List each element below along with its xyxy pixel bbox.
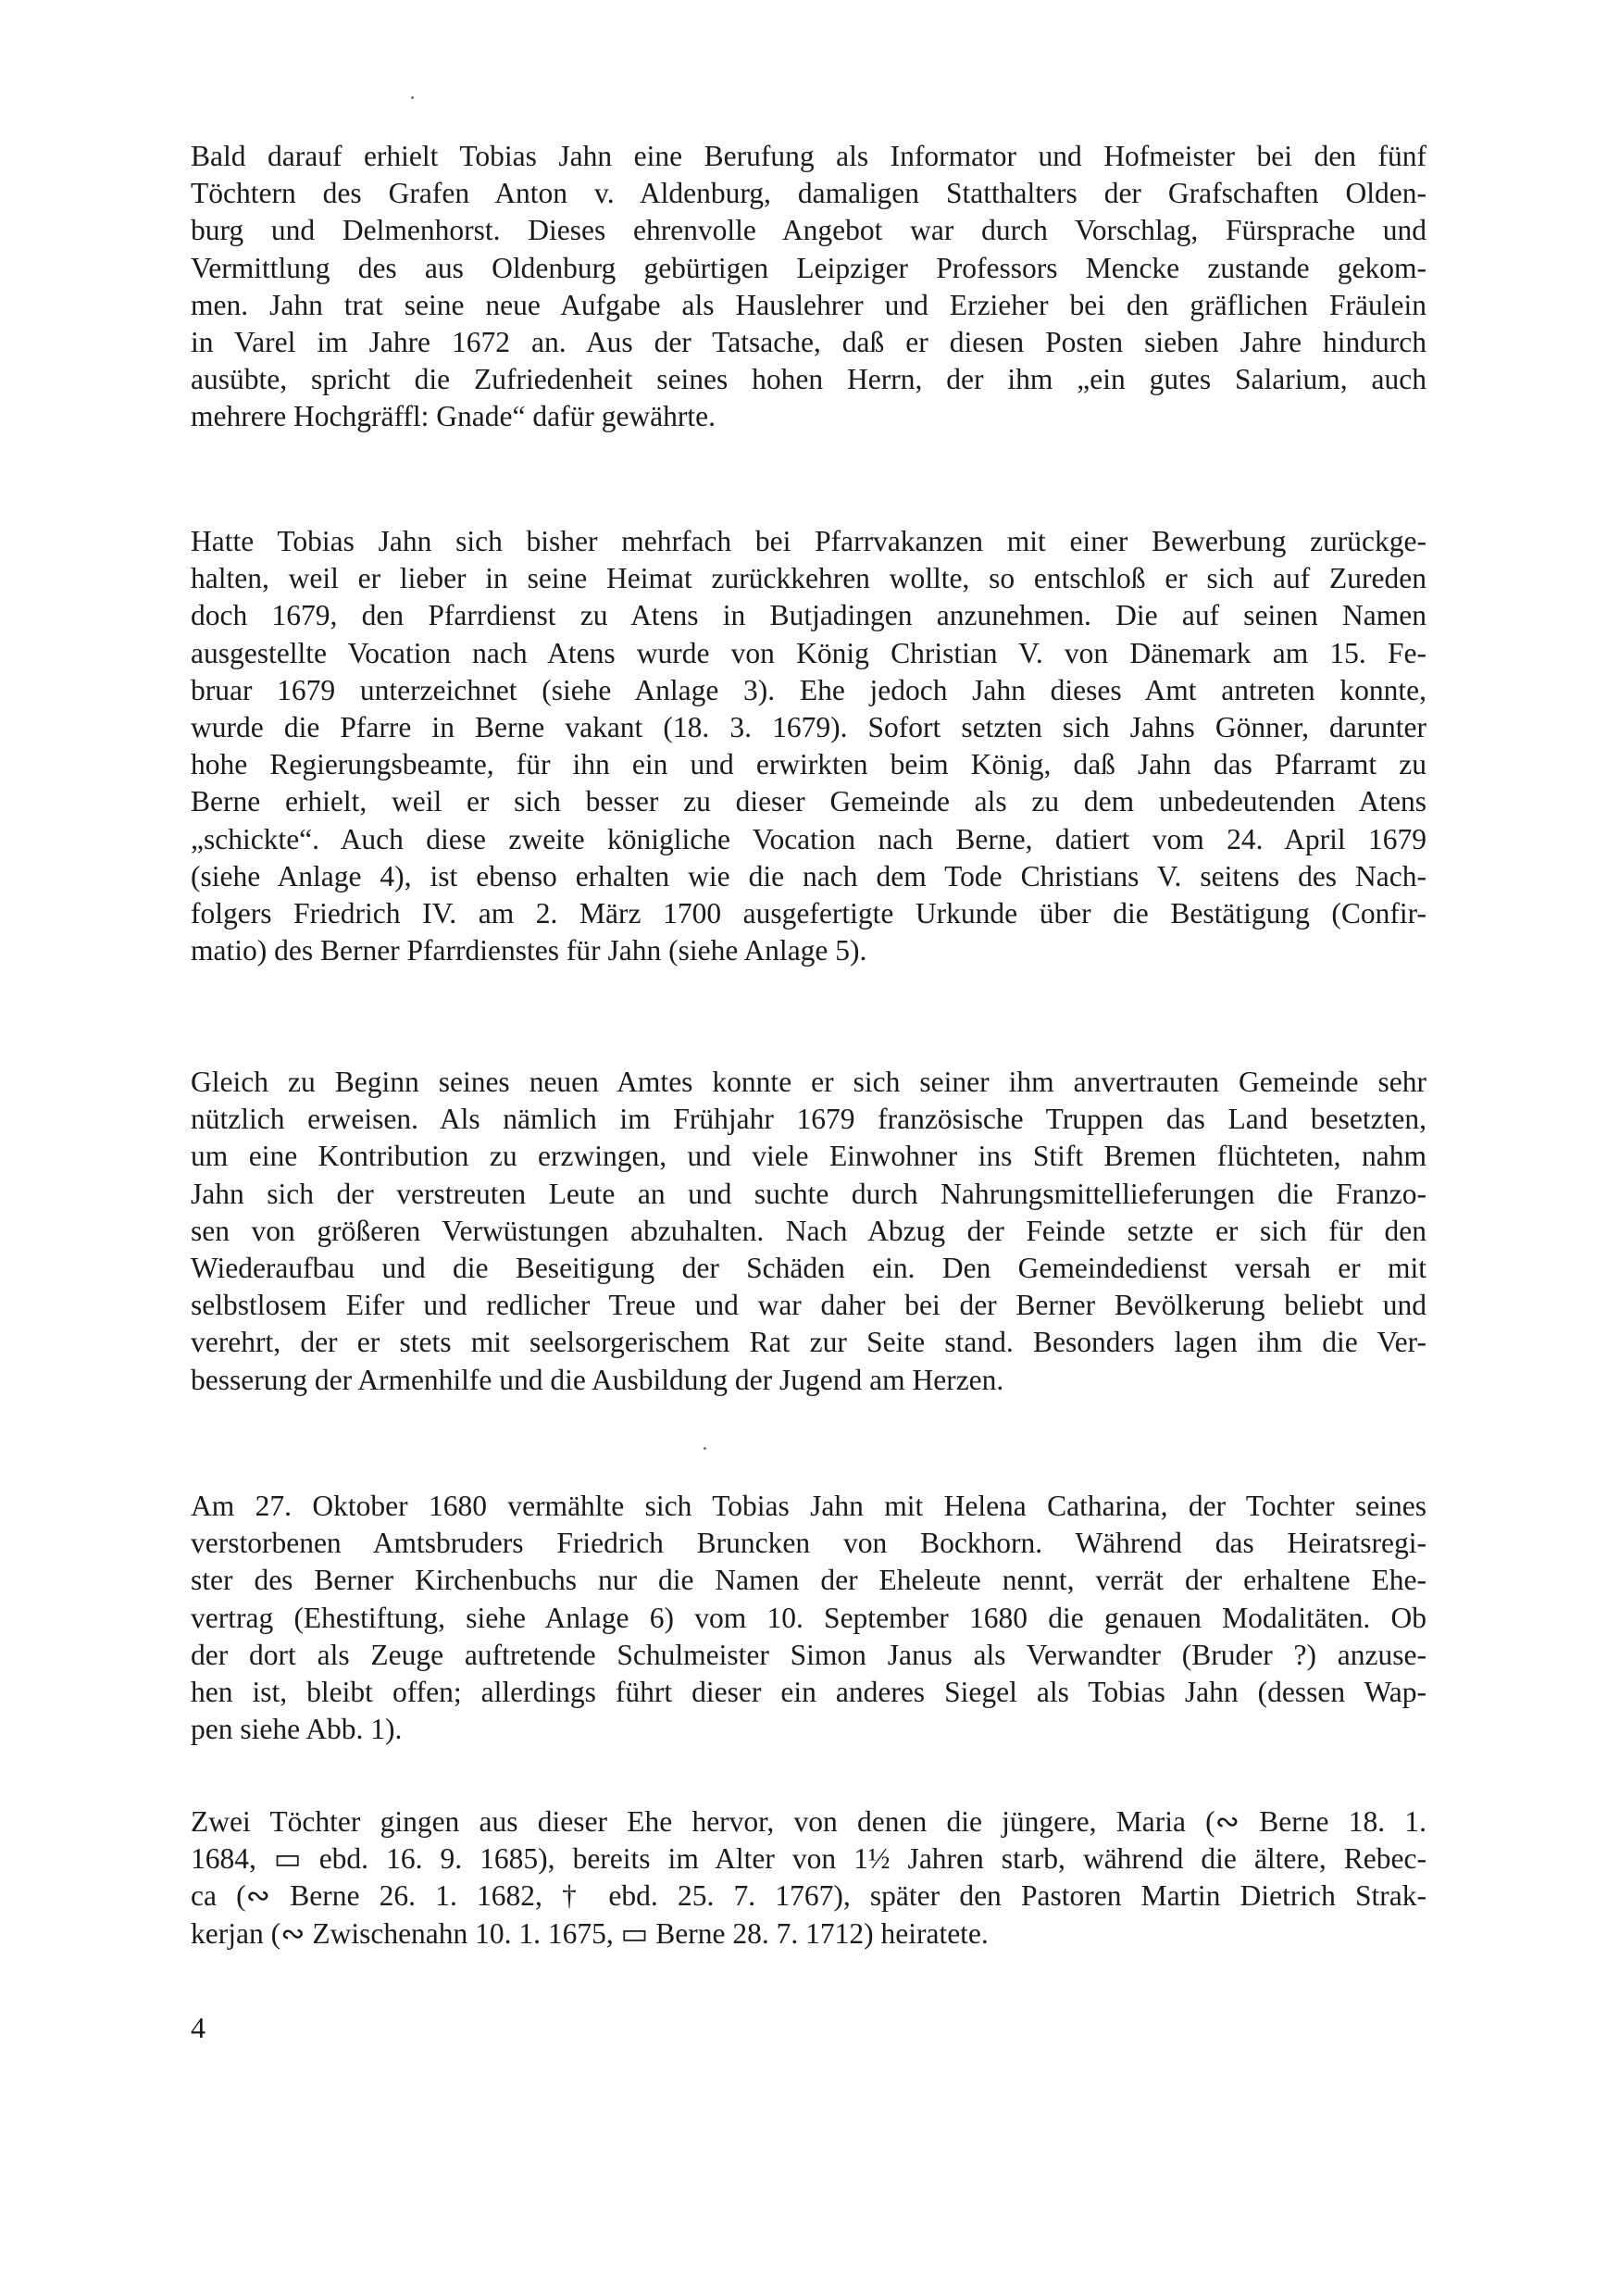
text-line: verstorbenen Amtsbruders Friedrich Bruncken von Bockhorn. Während das Heiratsregi- [191, 1527, 1426, 1560]
paragraph-1 [191, 138, 1426, 436]
text-line: der dort als Zeuge auftretende Schulmeister Simon Janus als Verwandter (Bruder ?) anzuse- [191, 1638, 1426, 1671]
text-line: bruar 1679 unterzeichnet (siehe Anlage 3). Ehe jedoch Jahn dieses Amt antreten konnte, [191, 673, 1426, 706]
text-line: Vermittlung des aus Oldenburg gebürtigen Leipziger Professors Mencke zustande gekom- [191, 251, 1426, 284]
text-line: Berne erhielt, weil er sich besser zu dieser Gemeinde als zu dem unbedeutenden Atens [191, 785, 1426, 818]
text-line: 1684, ▭ ebd. 16. 9. 1685), bereits im Alter von 1½ Jahren starb, während die ältere, Rebec- [191, 1842, 1426, 1876]
text-line: hen ist, bleibt offen; allerdings führt dieser ein anderes Siegel als Tobias Jahn (dessen Wap- [191, 1675, 1426, 1708]
text-line: wurde die Pfarre in Berne vakant (18. 3. 1679). Sofort setzten sich Jahns Gönner, darunter [191, 710, 1426, 743]
text-line: Hatte Tobias Jahn sich bisher mehrfach bei Pfarrvakanzen mit einer Bewerbung zurückge- [191, 525, 1426, 557]
text-line: burg und Delmenhorst. Dieses ehrenvolle Angebot war durch Vorschlag, Fürsprache und [191, 214, 1426, 247]
text-line: besserung der Armenhilfe und die Ausbildung der Jugend am Herzen. [191, 1363, 1004, 1396]
text-line: verehrt, der er stets mit seelsorgerischem Rat zur Seite stand. Besonders lagen ihm die Ver- [191, 1326, 1426, 1359]
text-line: halten, weil er lieber in seine Heimat zurückkehren wollte, so entschloß er sich auf Zureden [191, 562, 1426, 595]
page-number: 4 [191, 2011, 206, 2044]
text-line: ausübte, spricht die Zufriedenheit seines hohen Herrn, der ihm „ein gutes Salarium, auch [191, 363, 1426, 396]
paragraph-4 [191, 1488, 1426, 1748]
text-line: sen von größeren Verwüstungen abzuhalten. Nach Abzug der Feinde setzte er sich für den [191, 1214, 1426, 1247]
text-line: ster des Berner Kirchenbuchs nur die Namen der Eheleute nennt, verrät der erhaltene Ehe- [191, 1564, 1426, 1597]
text-line: ca (∾ Berne 26. 1. 1682, † ebd. 25. 7. 1767), später den Pastoren Martin Dietrich Strak- [191, 1879, 1426, 1913]
text-line: in Varel im Jahre 1672 an. Aus der Tatsache, daß er diesen Posten sieben Jahre hindurch [191, 325, 1426, 358]
text-line: „schickte“. Auch diese zweite königliche Vocation nach Berne, datiert vom 24. April 1679 [191, 822, 1426, 855]
text-line: Töchtern des Grafen Anton v. Aldenburg, damaligen Statthalters der Grafschaften Olden- [191, 177, 1426, 210]
text-line: matio) des Berner Pfarrdienstes für Jahn (siehe Anlage 5). [191, 934, 867, 967]
text-line: vertrag (Ehestiftung, siehe Anlage 6) vom 10. September 1680 die genauen Modalitäten. Ob [191, 1601, 1426, 1634]
text-line: um eine Kontribution zu erzwingen, und viele Einwohner ins Stift Bremen flüchteten, nahm [191, 1140, 1426, 1173]
paragraph-3 [191, 1064, 1426, 1399]
text-line: selbstlosem Eifer und redlicher Treue und war daher bei der Berner Bevölkerung beliebt und [191, 1289, 1426, 1322]
stray-mark [411, 96, 414, 99]
text-line: Gleich zu Beginn seines neuen Amtes konnte er sich seiner ihm anvertrauten Gemeinde sehr [191, 1066, 1426, 1098]
paragraph-5 [191, 1803, 1426, 1953]
text-line: folgers Friedrich IV. am 2. März 1700 ausgefertigte Urkunde über die Bestätigung (Confir- [191, 896, 1426, 930]
text-line: (siehe Anlage 4), ist ebenso erhalten wie die nach dem Tode Christians V. seitens des Nach- [191, 859, 1426, 892]
text-line: doch 1679, den Pfarrdienst zu Atens in Butjadingen anzunehmen. Die auf seinen Namen [191, 599, 1426, 632]
text-line: mehrere Hochgräffl: Gnade“ dafür gewährte. [191, 400, 716, 433]
paragraph-2 [191, 523, 1426, 969]
stray-mark [704, 1447, 706, 1450]
text-line: Am 27. Oktober 1680 vermählte sich Tobias Jahn mit Helena Catharina, der Tochter seines [191, 1490, 1426, 1522]
text-line: pen siehe Abb. 1). [191, 1713, 403, 1746]
text-line: ausgestellte Vocation nach Atens wurde von König Christian V. von Dänemark am 15. Fe- [191, 636, 1426, 669]
text-line: Jahn sich der verstreuten Leute an und suchte durch Nahrungsmittellieferungen die Franzo- [191, 1177, 1426, 1210]
text-line: hohe Regierungsbeamte, für ihn ein und erwirkten beim König, daß Jahn das Pfarramt zu [191, 748, 1426, 781]
text-line: nützlich erweisen. Als nämlich im Frühjahr 1679 französische Truppen das Land besetzten, [191, 1103, 1426, 1136]
text-line: Wiederaufbau und die Beseitigung der Schäden ein. Den Gemeindedienst versah er mit [191, 1251, 1426, 1284]
text-line: Bald darauf erhielt Tobias Jahn eine Berufung als Informator und Hofmeister bei den fünf [191, 140, 1426, 172]
text-line: kerjan (∾ Zwischenahn 10. 1. 1675, ▭ Berne 28. 7. 1712) heiratete. [191, 1916, 989, 1950]
text-line: Zwei Töchter gingen aus dieser Ehe hervor, von denen die jüngere, Maria (∾ Berne 18. 1. [191, 1805, 1426, 1838]
text-line: men. Jahn trat seine neue Aufgabe als Hauslehrer und Erzieher bei den gräflichen Fräulein [191, 288, 1426, 321]
